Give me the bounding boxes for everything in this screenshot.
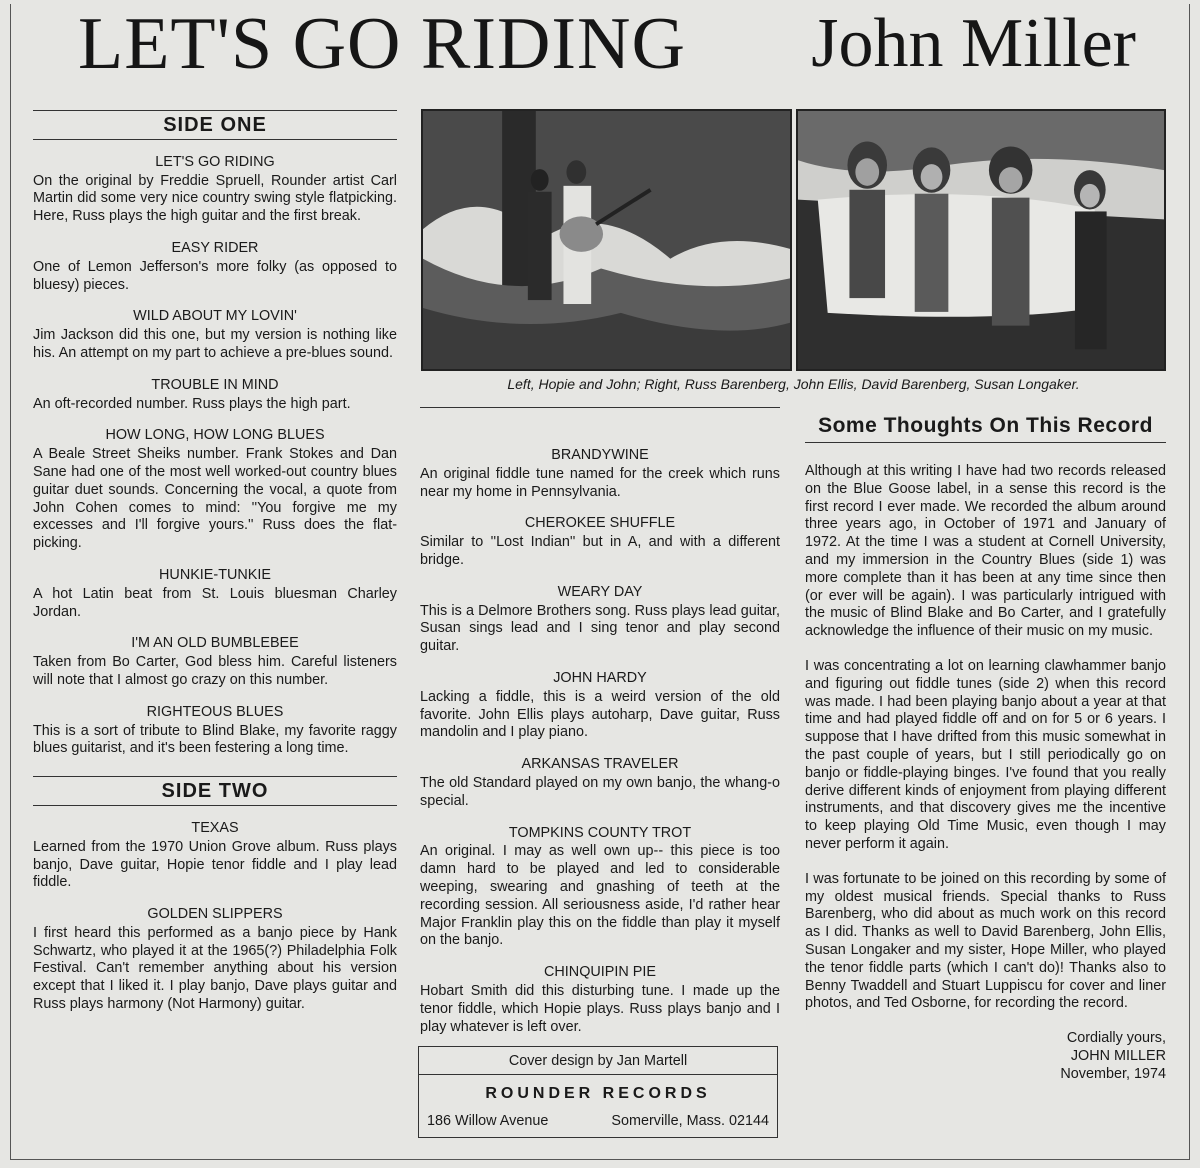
- song-title: RIGHTEOUS BLUES: [146, 703, 284, 720]
- signoff-date: November, 1974: [1060, 1065, 1166, 1082]
- middle-column: [420, 433, 780, 1036]
- label-city: Somerville, Mass. 02144: [611, 1113, 769, 1129]
- song-description: This is a Delmore Brothers song. Russ plays lead guitar, Susan sings lead and I sing tenor and play second guitar.: [420, 602, 780, 655]
- song-description: Hobart Smith did this disturbing tune. I made up the tenor fiddle, which Hopie plays. Russ plays banjo and I play whatever is left over.: [420, 982, 780, 1035]
- side-one-heading: SIDE ONE: [33, 110, 397, 140]
- song-entry: [420, 447, 780, 501]
- song-title: TROUBLE IN MIND: [151, 376, 279, 393]
- photo-band-members: [796, 109, 1166, 371]
- photo-caption: Left, Hopie and John; Right, Russ Barenberg, John Ellis, David Barenberg, Susan Longaker.: [507, 376, 1080, 392]
- thoughts-paragraph-3: I was fortunate to be joined on this recording by some of my oldest musical friends. Special thanks to Russ Barenberg, who did about as much work on this record as I did. Thanks as well to David Barenberg, John Ellis, Susan Longaker and my sister, Hope Miller, who played the tenor fiddle parts (which I can't do)! Thanks also to Benny Twaddell and Stuart Luppiscu for cover and liner photos, and Ted Osborne, for recording the record.: [805, 870, 1166, 1012]
- song-title: BRANDYWINE: [551, 447, 649, 463]
- song-description: An oft-recorded number. Russ plays the high part.: [33, 395, 351, 412]
- song-title: HUNKIE-TUNKIE: [159, 566, 271, 583]
- song-description: A Beale Street Sheiks number. Frank Stokes and Dan Sane had one of the most well worked-out country blues guitar duet sounds. Concerning the vocal, a quote from John Cohen comes to mind: ''You forgive me my excesses and I'll forgive yours.'' Russ does the flat-picking.: [33, 446, 397, 552]
- song-description: A hot Latin beat from St. Louis bluesman Charley Jordan.: [33, 585, 397, 620]
- song-entry: [420, 825, 780, 951]
- song-entry: [33, 906, 397, 1014]
- song-title: WILD ABOUT MY LOVIN': [133, 308, 297, 325]
- record-label-name: ROUNDER RECORDS: [485, 1085, 711, 1102]
- photo-hopie-and-john: [421, 109, 792, 371]
- side-one-song-list: [33, 154, 397, 758]
- thoughts-essay: [805, 463, 1166, 1084]
- song-entry: [33, 240, 397, 294]
- song-description: This is a sort of tribute to Blind Blake, my favorite raggy blues guitarist, and it's been festering a long time.: [33, 722, 397, 757]
- song-description: The old Standard played on my own banjo, the whang-o special.: [420, 774, 780, 809]
- song-description: An original. I may as well own up-- this piece is too damn hard to be played and led to considerable weeping, swearing and gnashing of teeth at the recording session. All seriousness aside, I'd rather hear Major Franklin play this on the fiddle than play it myself on the banjo.: [420, 843, 780, 949]
- side-two-song-list-left: [33, 820, 397, 1014]
- credits-box: [418, 1046, 778, 1138]
- band-photos: [421, 109, 1166, 371]
- song-description: On the original by Freddie Spruell, Rounder artist Carl Martin did some very nice country swing style flatpicking. Here, Russ plays the high guitar and the first break.: [33, 172, 397, 225]
- song-title: EASY RIDER: [171, 239, 259, 256]
- album-title: LET'S GO RIDING: [78, 3, 686, 85]
- song-entry: [420, 670, 780, 742]
- song-description: One of Lemon Jefferson's more folky (as opposed to bluesy) pieces.: [33, 258, 397, 293]
- song-entry: [33, 567, 397, 621]
- song-description: Jim Jackson did this one, but my version is nothing like his. An attempt on my part to achieve a pre-blues sound.: [33, 327, 397, 361]
- signoff-closing: Cordially yours,: [1066, 1030, 1166, 1047]
- song-description: Taken from Bo Carter, God bless him. Careful listeners will note that I almost go crazy on this number.: [33, 654, 397, 688]
- middle-column-rule: [420, 407, 780, 408]
- song-entry: [33, 308, 397, 362]
- song-entry: [420, 964, 780, 1036]
- song-title: LET'S GO RIDING: [155, 153, 275, 170]
- song-title: I'M AN OLD BUMBLEBEE: [131, 635, 299, 652]
- song-title: CHINQUIPIN PIE: [544, 964, 656, 981]
- song-description: I first heard this performed as a banjo piece by Hank Schwartz, who played it at the 1965(?) Philadelphia Folk Festival. Can't remember anything about his version except that I liked it. I play banjo, Dave plays guitar and Russ plays harmony (Not Harmony) guitar.: [33, 924, 397, 1013]
- thoughts-heading: Some Thoughts On This Record: [805, 414, 1166, 443]
- song-description: Lacking a fiddle, this is a weird version of the old favorite. John Ellis plays autoharp, Dave guitar, Russ mandolin and I play piano.: [420, 688, 780, 741]
- song-description: Similar to ''Lost Indian'' but in A, and with a different bridge.: [420, 534, 780, 568]
- side-two-song-list-middle: [420, 447, 780, 1036]
- song-title: TEXAS: [191, 819, 239, 836]
- cover-design-credit: Cover design by Jan Martell: [419, 1047, 777, 1075]
- song-title: TOMPKINS COUNTY TROT: [508, 824, 692, 841]
- signoff: [805, 1030, 1166, 1083]
- song-title: GOLDEN SLIPPERS: [147, 906, 283, 923]
- song-entry: [33, 154, 397, 226]
- song-entry: [33, 635, 397, 689]
- thoughts-paragraph-2: I was concentrating a lot on learning clawhammer banjo and figuring out fiddle tunes (side 2) when this record was made. I had been playing banjo about a year at that time and had played fiddle off and on for 5 or 6 years. I suppose that I have drifted from this music somewhat in the past couple of years, but I still periodically go on banjo or fiddle-playing binges. I've found that you really derive different kinds of enjoyment from playing different instruments, and that discovery gives me the incentive to keep playing Old Time Music, even though I may never perform it again.: [805, 657, 1166, 852]
- song-description: Learned from the 1970 Union Grove album. Russ plays banjo, Dave guitar, Hopie tenor fiddle and I play lead fiddle.: [33, 838, 397, 891]
- song-entry: [420, 756, 780, 810]
- side-two-heading: SIDE TWO: [33, 776, 397, 806]
- label-address: [419, 1103, 777, 1129]
- song-title: CHEROKEE SHUFFLE: [524, 515, 676, 532]
- song-title: WEARY DAY: [557, 583, 643, 600]
- signoff-name: JOHN MILLER: [1070, 1047, 1166, 1064]
- song-title: HOW LONG, HOW LONG BLUES: [105, 427, 325, 444]
- song-entry: [33, 427, 397, 553]
- left-column: [33, 110, 397, 1014]
- song-description: An original fiddle tune named for the creek which runs near my home in Pennsylvania.: [420, 465, 780, 500]
- label-street: 186 Willow Avenue: [427, 1113, 549, 1129]
- thoughts-paragraph-1: Although at this writing I have had two records released on the Blue Goose label, in a sense this record is the first record I ever made. We recorded the album around three years ago, in October of 1971 and January of 1972. At the time I was a student at Cornell University, and my immersion in the Country Blues (side 1) was more complete than it has been at any time since then (or ever will be again). I was particularly intrigued with the music of Blind Blake and Bo Carter, and I gratefully acknowledge the influence of their music on my music.: [805, 463, 1166, 640]
- song-title: ARKANSAS TRAVELER: [521, 756, 679, 773]
- song-entry: [420, 584, 780, 656]
- song-entry: [33, 377, 397, 414]
- song-entry: [420, 515, 780, 569]
- song-entry: [33, 820, 397, 892]
- song-entry: [33, 704, 397, 758]
- song-title: JOHN HARDY: [553, 669, 647, 686]
- artist-name: John Miller: [811, 5, 1136, 82]
